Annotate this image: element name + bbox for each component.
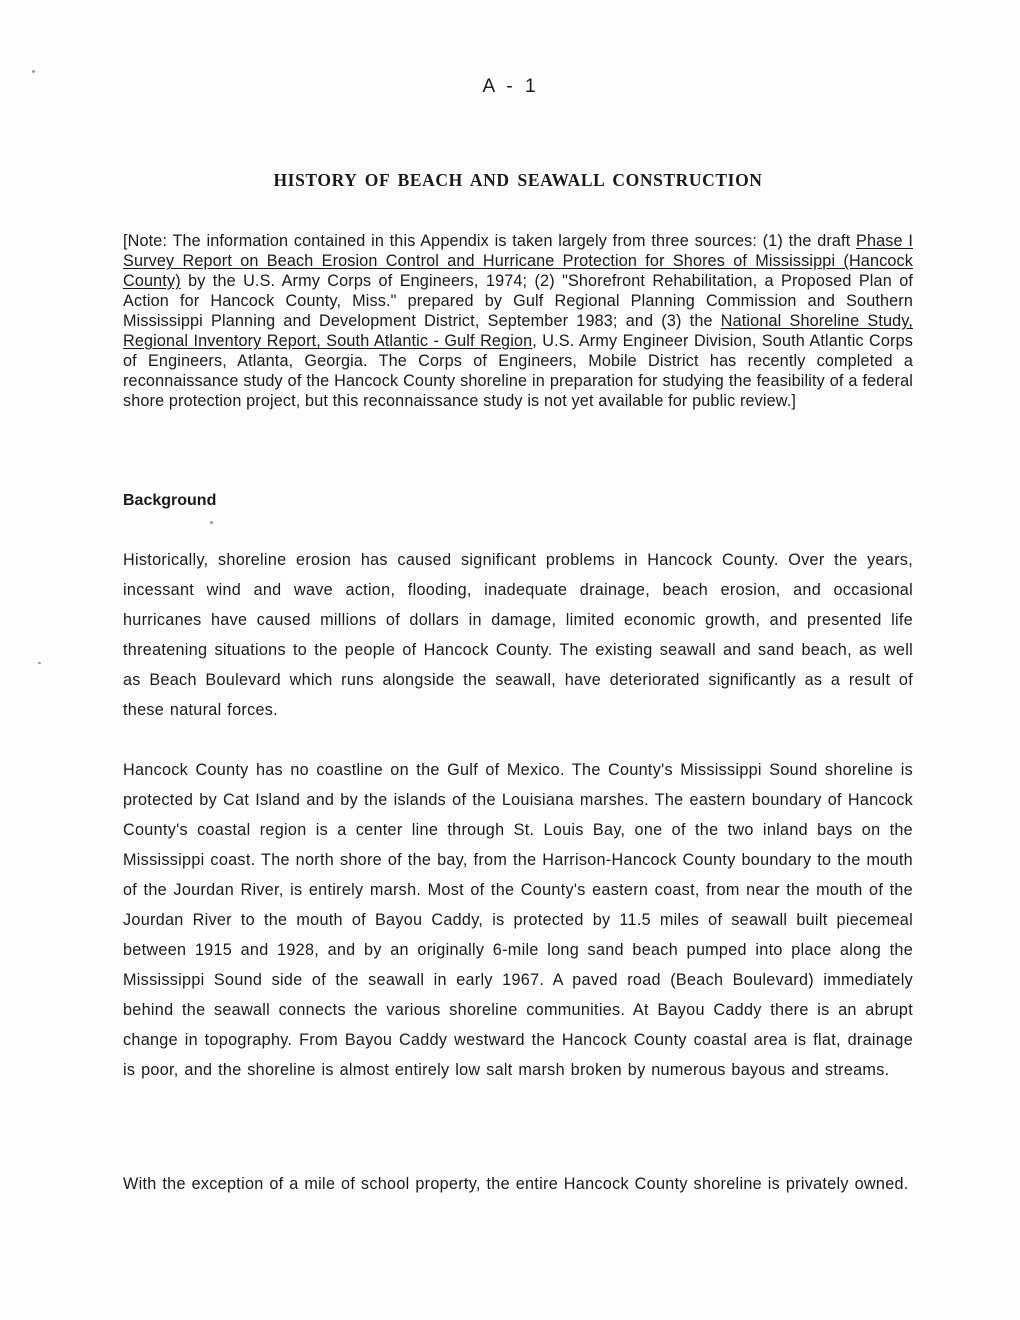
- note-citation-2: National Shoreline Study, Regional Inventory Report, South Atlantic - Gulf Region: [123, 312, 913, 350]
- page-number: A - 1: [482, 76, 538, 97]
- note-text-1: [Note: The information contained in this Appendix is taken largely from three sources: (1) the draft: [123, 232, 857, 250]
- source-note: [123, 231, 913, 411]
- scan-speck: [210, 521, 213, 524]
- note-citation-1: Phase I Survey Report on Beach Erosion Control and Hurricane Protection for Shores of Mississippi (Hancock County): [123, 232, 913, 290]
- scan-speck: [38, 662, 41, 664]
- note-text-3: , U.S. Army Engineer Division, South Atlantic Corps of Engineers, Atlanta, Georgia. The Corps of Engineers, Mobile District has recently completed a reconnaissance study of the Hancock County shoreline in preparation for studying the feasibility of a federal shore protection project, but this reconnaissance study is not yet available for public review.]: [123, 332, 913, 410]
- paragraph: Historically, shoreline erosion has caused significant problems in Hancock County. Over the years, incessant wind and wave action, flooding, inadequate drainage, beach erosion, and occasional hurricanes have caused millions of dollars in damage, limited economic growth, and presented life threatening situations to the people of Hancock County. The existing seawall and sand beach, as well as Beach Boulevard which runs alongside the seawall, have deteriorated significantly as a result of these natural forces.: [123, 551, 913, 719]
- page-title: HISTORY OF BEACH AND SEAWALL CONSTRUCTION: [273, 170, 763, 190]
- scan-speck: [32, 70, 35, 73]
- note-text-2: by the U.S. Army Corps of Engineers, 1974; (2) "Shorefront Rehabilitation, a Proposed Plan of Action for Hancock County, Miss." prepared by Gulf Regional Planning Commission and Southern Mississippi Planning and Development District, September 1983; and (3) the: [123, 272, 913, 330]
- paragraph: Hancock County has no coastline on the Gulf of Mexico. The County's Mississippi Sound shoreline is protected by Cat Island and by the islands of the Louisiana marshes. The eastern boundary of Hancock County's coastal region is a center line through St. Louis Bay, one of the two inland bays on the Mississippi coast. The north shore of the bay, from the Harrison-Hancock County boundary to the mouth of the Jourdan River, is entirely marsh. Most of the County's eastern coast, from near the mouth of the Jourdan River to the mouth of Bayou Caddy, is protected by 11.5 miles of seawall built piecemeal between 1915 and 1928, and by an originally 6-mile long sand beach pumped into place along the Mississippi Sound side of the seawall in early 1967. A paved road (Beach Boulevard) immediately behind the seawall connects the various shoreline communities. At Bayou Caddy there is an abrupt change in topography. From Bayou Caddy westward the Hancock County coastal area is flat, drainage is poor, and the shoreline is almost entirely low salt marsh broken by numerous bayous and streams.: [123, 761, 913, 1079]
- paragraph: With the exception of a mile of school property, the entire Hancock County shoreline is privately owned.: [123, 1175, 909, 1193]
- section-heading: Background: [123, 492, 217, 509]
